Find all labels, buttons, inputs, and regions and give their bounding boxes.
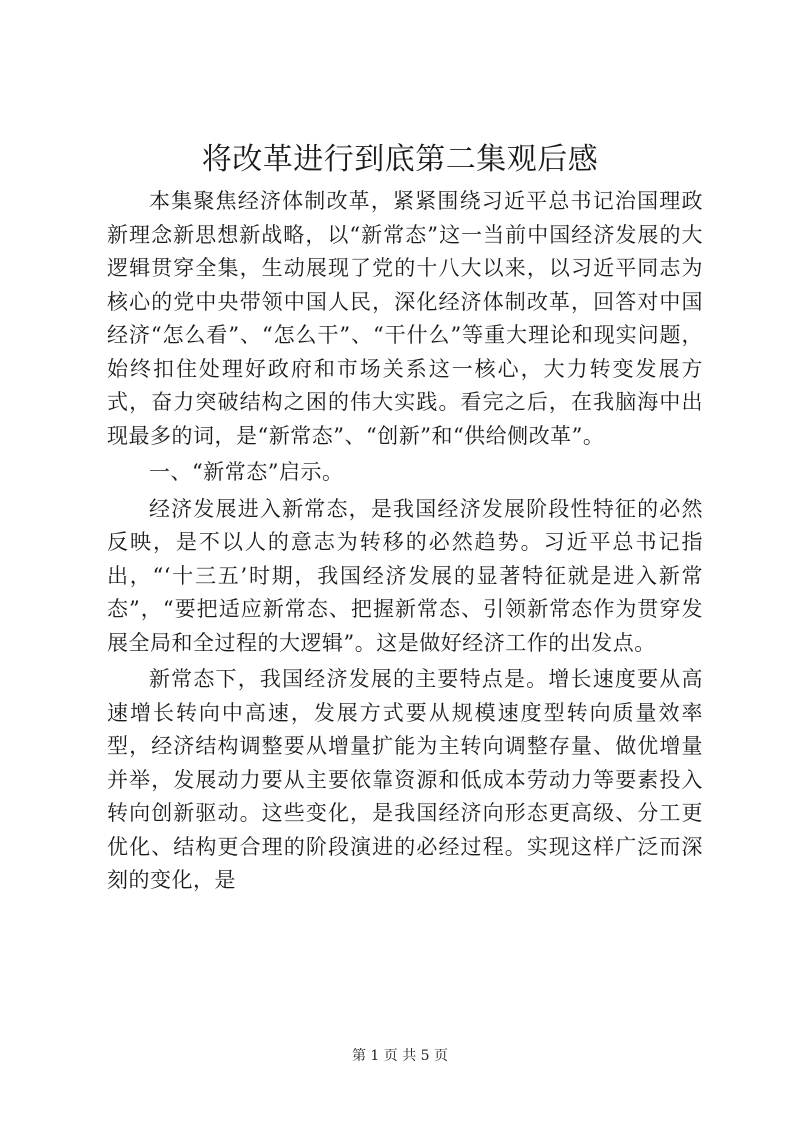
paragraph-new-normal: 经济发展进入新常态，是我国经济发展阶段性特征的必然反映，是不以人的意志为转移的必然趋势。习近平总书记指出，“‘十三五’时期，我国经济发展的显著特征就是进入新常态”，“要把适应新常态、把握新常态、引领新常态作为贯穿发展全局和全过程的大逻辑”。这是做好经济工作的出发点。: [107, 496, 703, 655]
paragraph-intro: 本集聚焦经济体制改革，紧紧围绕习近平总书记治国理政新理念新思想新战略，以“新常态”这一当前中国经济发展的大逻辑贯穿全集，生动展现了党的十八大以来，以习近平同志为核心的党中央带领中国人民，深化经济体制改革，回答对中国经济“怎么看”、“怎么干”、“干什么”等重大理论和现实问题，始终扣住处理好政府和市场关系这一核心，大力转变发展方式，奋力突破结构之困的伟大实践。看完之后，在我脑海中出现最多的词，是“新常态”、“创新”和“供给侧改革”。: [107, 189, 703, 448]
page-footer: 第 1 页 共 5 页: [351, 1048, 449, 1064]
paragraph-characteristics: 新常态下，我国经济发展的主要特点是。增长速度要从高速增长转向中高速，发展方式要从规模速度型转向质量效率型，经济结构调整要从增量扩能为主转向调整存量、做优增量并举，发展动力要从主要依靠资源和低成本劳动力等要素投入转向创新驱动。这些变化，是我国经济向形态更高级、分工更优化、结构更合理的阶段演进的必经过程。实现这样广泛而深刻的变化，是: [107, 667, 703, 892]
paragraph-section-heading: 一、“新常态”启示。: [149, 460, 344, 484]
document-title: 将改革进行到底第二集观后感: [201, 142, 599, 177]
document-body: [107, 185, 703, 901]
